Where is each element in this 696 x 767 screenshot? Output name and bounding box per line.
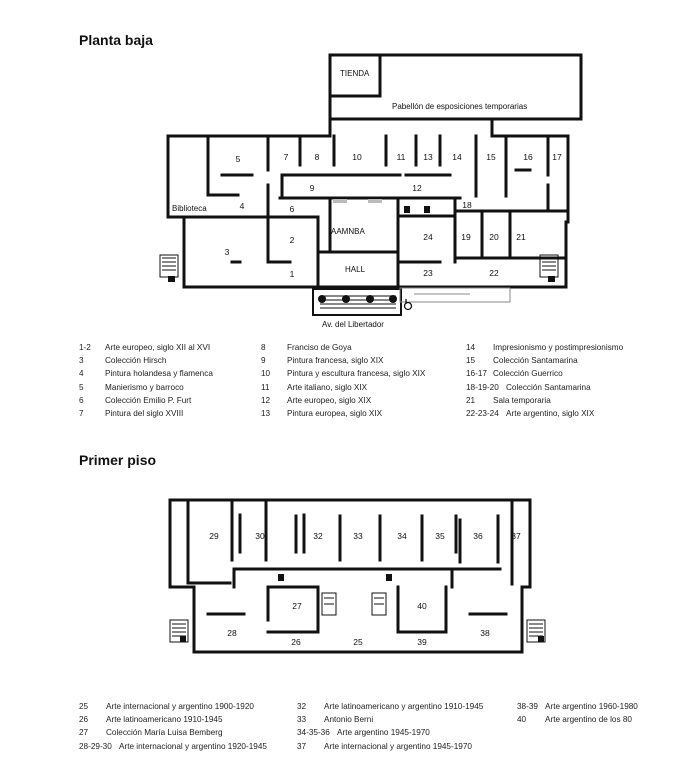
first-floor-plan (170, 500, 530, 652)
room-number: 7 (283, 152, 289, 162)
legend-item: 9 Pintura francesa, siglo XIX (261, 356, 384, 366)
room-number: 27 (292, 601, 302, 611)
room-number: 22 (489, 268, 499, 278)
room-number: 33 (353, 531, 363, 541)
room-number: 23 (423, 268, 433, 278)
room-number: 38 (480, 628, 490, 638)
legend-item: 13 Pintura europea, siglo XIX (261, 409, 383, 419)
room-number: 19 (461, 232, 471, 242)
legend-item: 16-17 Colección Guerrico (466, 369, 563, 379)
legend-item: 40 Arte argentino de los 80 (517, 715, 632, 725)
first-legend-col1 (79, 700, 267, 753)
room-number: 34 (397, 531, 407, 541)
room-number: 10 (352, 152, 362, 162)
first-legend-col2 (297, 700, 483, 753)
room-number: 25 (353, 637, 363, 647)
room-number: 32 (313, 531, 323, 541)
room-number: 35 (435, 531, 445, 541)
room-number: 3 (224, 247, 230, 257)
ground-legend-col1 (79, 341, 213, 420)
legend-item: 4 Pintura holandesa y flamenca (79, 369, 213, 379)
legend-item: 6 Colección Emilio P. Furt (79, 395, 192, 405)
room-number: 13 (423, 152, 433, 162)
legend-item: 21 Sala temporaria (466, 395, 551, 405)
room-number: 28 (227, 628, 237, 638)
room-number: 1 (289, 269, 295, 279)
pabellon-label: Pabellón de esposiciones temporarias (392, 102, 528, 111)
legend-item: 3 Colección Hirsch (79, 356, 167, 366)
room-number: 12 (412, 183, 422, 193)
legend-item: 26 Arte latinoamericano 1910-1945 (79, 715, 223, 725)
legend-item: 12 Arte europeo, siglo XIX (261, 395, 372, 405)
legend-item: 11 Arte italiano, siglo XIX (261, 382, 368, 392)
room-number: 29 (209, 531, 219, 541)
room-number: 4 (239, 201, 245, 211)
room-number: 18 (462, 200, 472, 210)
avenue-label: Av. del Libertador (322, 320, 384, 329)
room-number: 14 (452, 152, 462, 162)
legend-item: 37 Arte internacional y argentino 1945-1970 (297, 741, 472, 751)
room-number: 6 (289, 204, 295, 214)
biblioteca-label: Biblioteca (172, 204, 207, 213)
legend-item: 14 Impresionismo y postimpresionismo (466, 343, 624, 352)
legend-item: 27 Colección María Luisa Bemberg (79, 728, 223, 738)
room-number: 40 (417, 601, 427, 611)
ground-legend-col2 (261, 341, 425, 420)
room-number: 15 (486, 152, 496, 162)
room-number: 36 (473, 531, 483, 541)
room-number: 9 (309, 183, 315, 193)
tienda-label: TIENDA (340, 69, 370, 78)
ground-legend-col3 (466, 341, 623, 420)
room-number: 39 (417, 637, 427, 647)
first-floor-title: Primer piso (79, 452, 157, 468)
room-number: 30 (255, 531, 265, 541)
room-number: 20 (489, 232, 499, 242)
legend-item: 7 Pintura del siglo XVIII (79, 409, 184, 419)
room-number: 26 (291, 637, 301, 647)
room-number: 2 (289, 235, 295, 245)
first-legend-col3 (517, 700, 638, 726)
room-number: 17 (552, 152, 562, 162)
room-number: 16 (523, 152, 533, 162)
legend-item: 1-2 Arte europeo, siglo XII al XVI (79, 343, 211, 352)
legend-item: 34-35-36 Arte argentino 1945-1970 (297, 728, 430, 738)
legend-item: 8 Franciso de Goya (261, 343, 352, 352)
legend-item: 22-23-24 Arte argentino, siglo XIX (466, 409, 595, 419)
legend-item: 10 Pintura y escultura francesa, siglo XIX (261, 369, 426, 379)
legend-item: 18-19-20 Colección Santamarina (466, 382, 591, 392)
legend-item: 5 Manierismo y barroco (79, 382, 184, 392)
room-number: 24 (423, 232, 433, 242)
ground-floor-title: Planta baja (79, 32, 153, 48)
first-room-numbers (209, 531, 521, 647)
hall-label: HALL (345, 265, 366, 274)
legend-item: 32 Arte latinoamericano y argentino 1910-1945 (297, 702, 484, 711)
legend-item: 38-39 Arte argentino 1960-1980 (517, 702, 638, 711)
wheelchair-icon (405, 299, 412, 310)
legend-item: 33 Antonio Berni (297, 715, 374, 725)
room-number: 21 (516, 232, 526, 242)
legend-item: 15 Colección Santamarina (466, 356, 578, 366)
room-number: 8 (314, 152, 320, 162)
room-number: 11 (396, 152, 406, 162)
room-number: 5 (235, 154, 241, 164)
stairs-icon (160, 255, 558, 308)
legend-item: 25 Arte internacional y argentino 1900-1920 (79, 702, 254, 711)
aamnba-label: AAMNBA (331, 227, 365, 236)
legend-item: 28-29-30 Arte internacional y argentino 1920-1945 (79, 741, 267, 751)
room-number: 37 (511, 531, 521, 541)
